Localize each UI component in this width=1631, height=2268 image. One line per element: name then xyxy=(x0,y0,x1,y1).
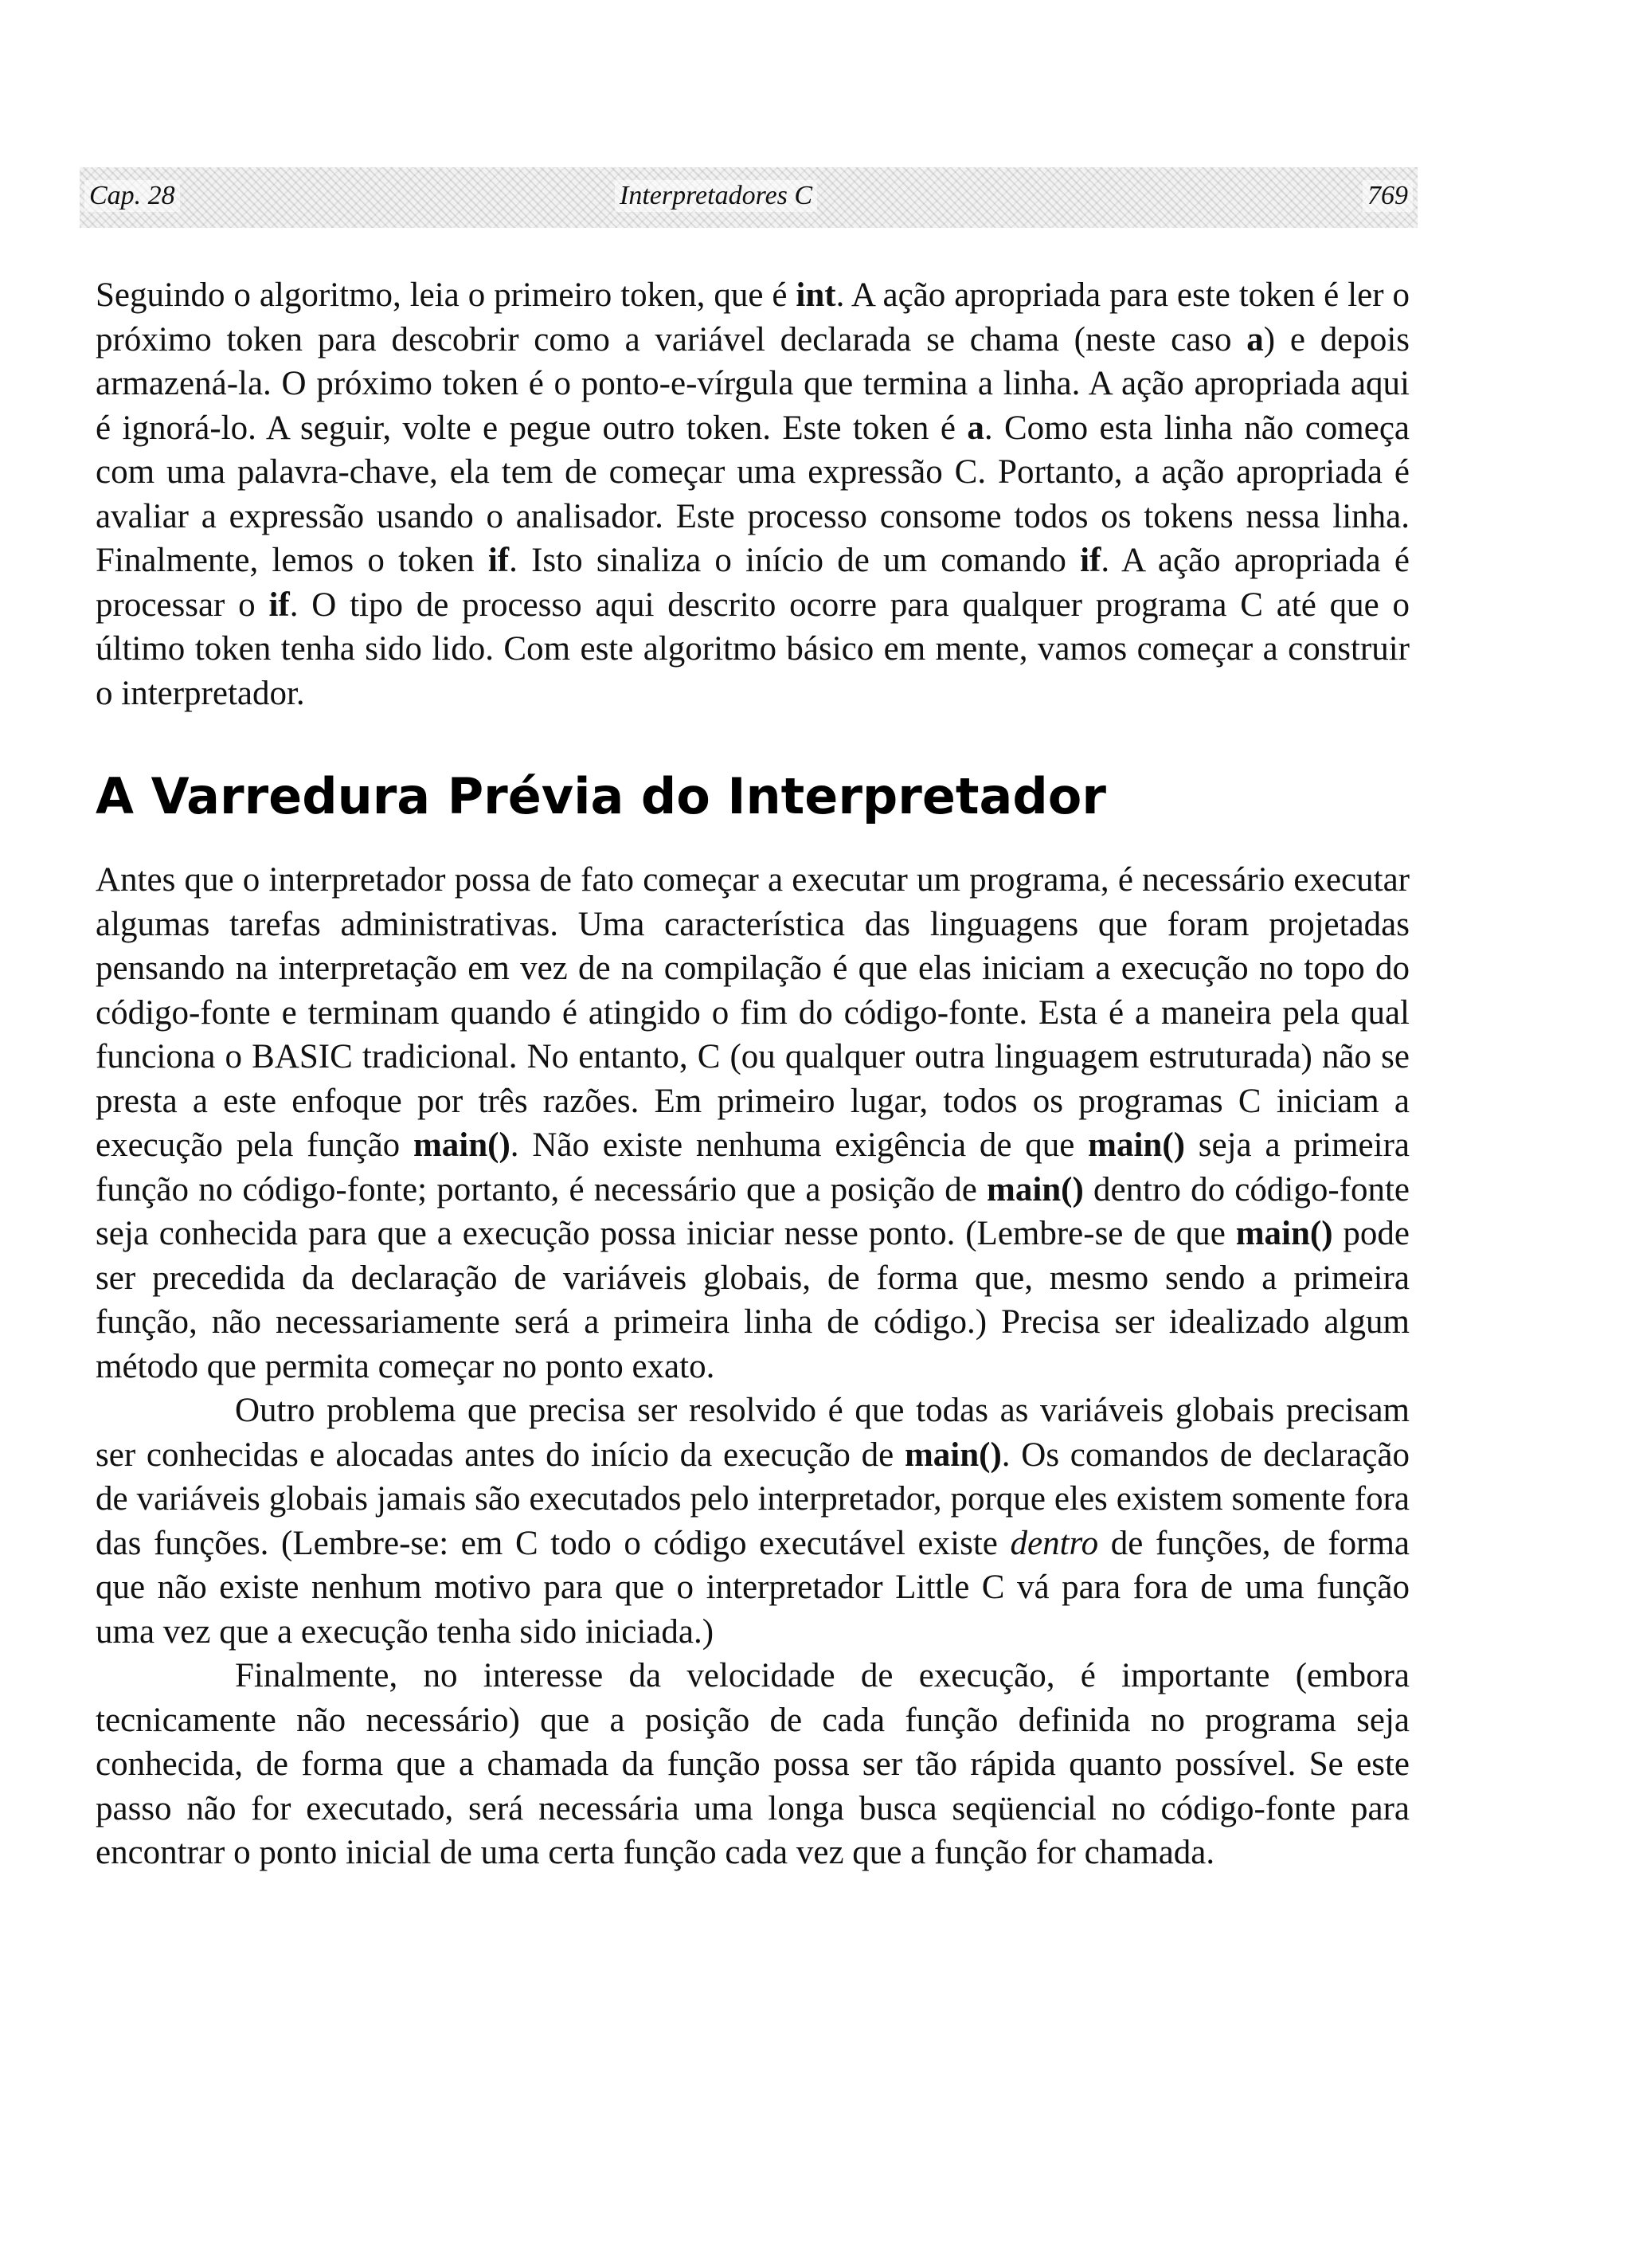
text-run: dentro do código-fonte seja conhecida para que a execução possa iniciar nesse ponto. (Lembre-se de que xyxy=(96,1170,1410,1252)
code-term: main() xyxy=(1235,1215,1333,1252)
text-run: seja a primeira função no código-fonte; portanto, é necessário que a posição de xyxy=(96,1126,1410,1208)
text-run: . O tipo de processo aqui descrito ocorre para qualquer programa C até que o último token tenha sido lido. Com este algoritmo básico em mente, vamos começar a construir o interpretador. xyxy=(96,586,1410,712)
text-run: . A ação apropriada para este token é ler o próximo token para descobrir como a variável declarada se chama (neste caso xyxy=(96,276,1410,358)
code-term: if xyxy=(487,542,510,579)
body-paragraph xyxy=(96,1654,1410,1875)
code-term: main() xyxy=(987,1170,1084,1208)
text-run: . Isto sinaliza o início de um comando xyxy=(509,542,1081,579)
emphasis-text: dentro xyxy=(1010,1524,1099,1562)
text-run: de funções, de forma que não existe nenhum motivo para que o interpretador Little C vá para fora de uma função uma vez que a execução tenha sido iniciada.) xyxy=(96,1524,1410,1651)
chapter-title: Interpretadores C xyxy=(615,180,817,212)
code-term: main() xyxy=(904,1436,1002,1474)
text-run: Finalmente, no interesse da velocidade de execução, é importante (embora tecnicamente não necessário) que a posição de cada função definida no programa seja conhecida, de forma que a chamada da função possa ser tão rápida quanto possível. Se este passo não for executado, será necessária uma longa busca seqüencial no código-fonte para encontrar o ponto inicial de uma certa função cada vez que a função for chamada. xyxy=(96,1657,1410,1871)
text-run: . Os comandos de declaração de variáveis globais jamais são executados pelo interpretador, porque eles existem somente fora das funções. (Lembre-se: em C todo o código executável existe xyxy=(96,1436,1410,1562)
text-run: pode ser precedida da declaração de variáveis globais, de forma que, mesmo sendo a primeira função, não necessariamente será a primeira linha de código.) Precisa ser idealizado algum método que permita começar no ponto exato. xyxy=(96,1215,1410,1385)
body-paragraph xyxy=(96,1389,1410,1654)
code-term: main() xyxy=(1088,1126,1185,1164)
intro-paragraph xyxy=(96,273,1410,715)
code-term: int xyxy=(796,276,836,314)
section-heading: A Varredura Prévia do Interpretador xyxy=(96,767,1106,825)
running-header xyxy=(80,167,1418,228)
code-term: a xyxy=(967,409,984,447)
code-term: a xyxy=(1246,320,1264,358)
text-run: Antes que o interpretador possa de fato começar a executar um programa, é necessário executar algumas tarefas administrativas. Uma característica das linguagens que foram projetadas pensando na interpretação em vez de na compilação é que elas iniciam a execução no topo do código-fonte e terminam quando é atingido o fim do código-fonte. Esta é a maneira pela qual funciona o BASIC tradicional. No entanto, C (ou qualquer outra linguagem estruturada) não se presta a este enfoque por três razões. Em primeiro lugar, todos os programas C iniciam a execução pela função xyxy=(96,861,1410,1164)
text-run: . Não existe nenhuma exigência de que xyxy=(510,1126,1089,1164)
section-body xyxy=(96,858,1410,1875)
page-number: 769 xyxy=(1363,180,1413,212)
text-run: Seguindo o algoritmo, leia o primeiro token, que é xyxy=(96,276,796,314)
text-run: . Como esta linha não começa com uma palavra-chave, ela tem de começar uma expressão C. Portanto, a ação apropriada é avaliar a expressão usando o analisador. Este processo consome todos os tokens nessa linha. Finalmente, lemos o token xyxy=(96,409,1410,579)
code-term: if xyxy=(1080,542,1101,579)
intro-paragraph-text xyxy=(96,273,1410,715)
code-term: if xyxy=(268,586,290,624)
chapter-label: Cap. 28 xyxy=(84,180,180,212)
body-paragraph xyxy=(96,858,1410,1389)
text-run: . A ação apropriada é processar o xyxy=(96,542,1410,624)
text-run: Outro problema que precisa ser resolvido é que todas as variáveis globais precisam ser conhecidas e alocadas antes do início da execução de xyxy=(96,1392,1410,1474)
text-run: ) e depois armazená-la. O próximo token é o ponto-e-vírgula que termina a linha. A ação apropriada aqui é ignorá-lo. A seguir, volte e pegue outro token. Este token é xyxy=(96,320,1410,447)
code-term: main() xyxy=(413,1126,510,1164)
